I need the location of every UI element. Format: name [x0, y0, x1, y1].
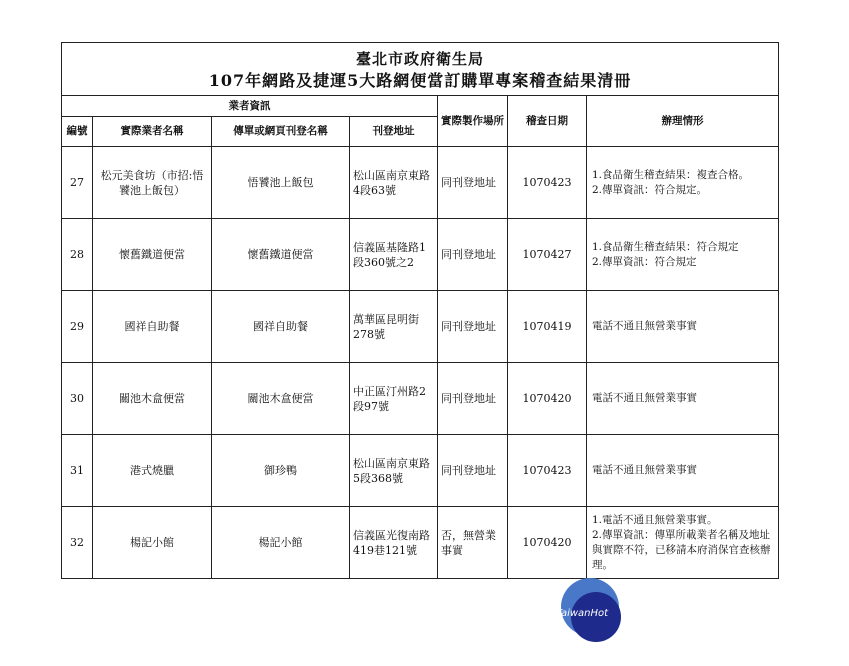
cell-listed-address: 萬華區昆明街278號	[350, 291, 438, 363]
handling-line: 電話不通且無營業事實	[592, 320, 697, 332]
header-group-business-info: 業者資訊	[62, 96, 438, 117]
cell-no: 28	[62, 219, 93, 291]
cell-handling	[587, 147, 779, 219]
cell-listed-address: 中正區汀州路2段97號	[350, 363, 438, 435]
handling-line: 1.食品衛生稽查結果：符合規定	[592, 240, 739, 253]
cell-actual-name: 楊記小館	[93, 507, 212, 579]
cell-listed-address: 信義區光復南路419巷121號	[350, 507, 438, 579]
cell-actual-location: 同刊登地址	[438, 363, 508, 435]
title-line-1: 臺北市政府衛生局	[356, 50, 485, 68]
cell-actual-location: 同刊登地址	[438, 147, 508, 219]
cell-listed-name: 御珍鴨	[212, 435, 350, 507]
header-actual-name: 實際業者名稱	[93, 117, 212, 147]
handling-line: 2.傳單資訊：傳單所載業者名稱及地址與實際不符，已移請本府消保官查核辦理。	[592, 528, 771, 571]
cell-listed-name: 關池木盒便當	[212, 363, 350, 435]
table-row	[62, 147, 779, 219]
cell-actual-location: 同刊登地址	[438, 219, 508, 291]
cell-no: 32	[62, 507, 93, 579]
handling-line: 2.傳單資訊：符合規定。	[592, 183, 708, 196]
document-title	[62, 43, 779, 96]
header-actual-location: 實際製作場所	[438, 96, 508, 147]
cell-actual-name: 關池木盒便當	[93, 363, 212, 435]
cell-handling	[587, 291, 779, 363]
cell-handling	[587, 435, 779, 507]
cell-no: 29	[62, 291, 93, 363]
cell-listed-name: 悟饕池上飯包	[212, 147, 350, 219]
handling-line: 1.食品衛生稽查結果：複查合格。	[592, 168, 750, 181]
inspection-table	[61, 42, 779, 579]
handling-line: 電話不通且無營業事實	[592, 464, 697, 476]
inspection-sheet	[61, 42, 778, 579]
cell-inspection-date: 1070420	[508, 507, 587, 579]
taiwanhot-logo	[549, 574, 621, 646]
cell-inspection-date: 1070420	[508, 363, 587, 435]
cell-actual-location: 否，無營業事實	[438, 507, 508, 579]
table-row	[62, 291, 779, 363]
cell-handling	[587, 219, 779, 291]
header-inspection-date: 稽查日期	[508, 96, 587, 147]
cell-no: 27	[62, 147, 93, 219]
cell-listed-address: 松山區南京東路5段368號	[350, 435, 438, 507]
cell-actual-location: 同刊登地址	[438, 291, 508, 363]
handling-line: 1.電話不通且無營業事實。	[592, 513, 718, 526]
cell-listed-address: 松山區南京東路4段63號	[350, 147, 438, 219]
header-listed-name: 傳單或網頁刊登名稱	[212, 117, 350, 147]
logo-text: TaiwanHot	[555, 608, 609, 619]
cell-actual-name: 懷舊鐵道便當	[93, 219, 212, 291]
header-listed-address: 刊登地址	[350, 117, 438, 147]
cell-listed-address: 信義區基隆路1段360號之2	[350, 219, 438, 291]
cell-no: 31	[62, 435, 93, 507]
cell-actual-name: 松元美食坊（市招:悟饕池上飯包）	[93, 147, 212, 219]
cell-inspection-date: 1070427	[508, 219, 587, 291]
table-row	[62, 507, 779, 579]
cell-listed-name: 國祥自助餐	[212, 291, 350, 363]
cell-handling	[587, 363, 779, 435]
cell-listed-name: 懷舊鐵道便當	[212, 219, 350, 291]
cell-actual-name: 國祥自助餐	[93, 291, 212, 363]
cell-no: 30	[62, 363, 93, 435]
title-line-2: 107年網路及捷運5大路網便當訂購單專案稽查結果清冊	[208, 71, 632, 90]
cell-inspection-date: 1070419	[508, 291, 587, 363]
table-row	[62, 435, 779, 507]
table-row	[62, 219, 779, 291]
cell-listed-name: 楊記小館	[212, 507, 350, 579]
cell-actual-location: 同刊登地址	[438, 435, 508, 507]
table-row	[62, 363, 779, 435]
header-handling: 辦理情形	[587, 96, 779, 147]
cell-inspection-date: 1070423	[508, 435, 587, 507]
cell-inspection-date: 1070423	[508, 147, 587, 219]
handling-line: 電話不通且無營業事實	[592, 392, 697, 404]
handling-line: 2.傳單資訊：符合規定	[592, 255, 697, 268]
table-body	[62, 147, 779, 579]
header-no: 編號	[62, 117, 93, 147]
cell-actual-name: 港式燒臘	[93, 435, 212, 507]
cell-handling	[587, 507, 779, 579]
